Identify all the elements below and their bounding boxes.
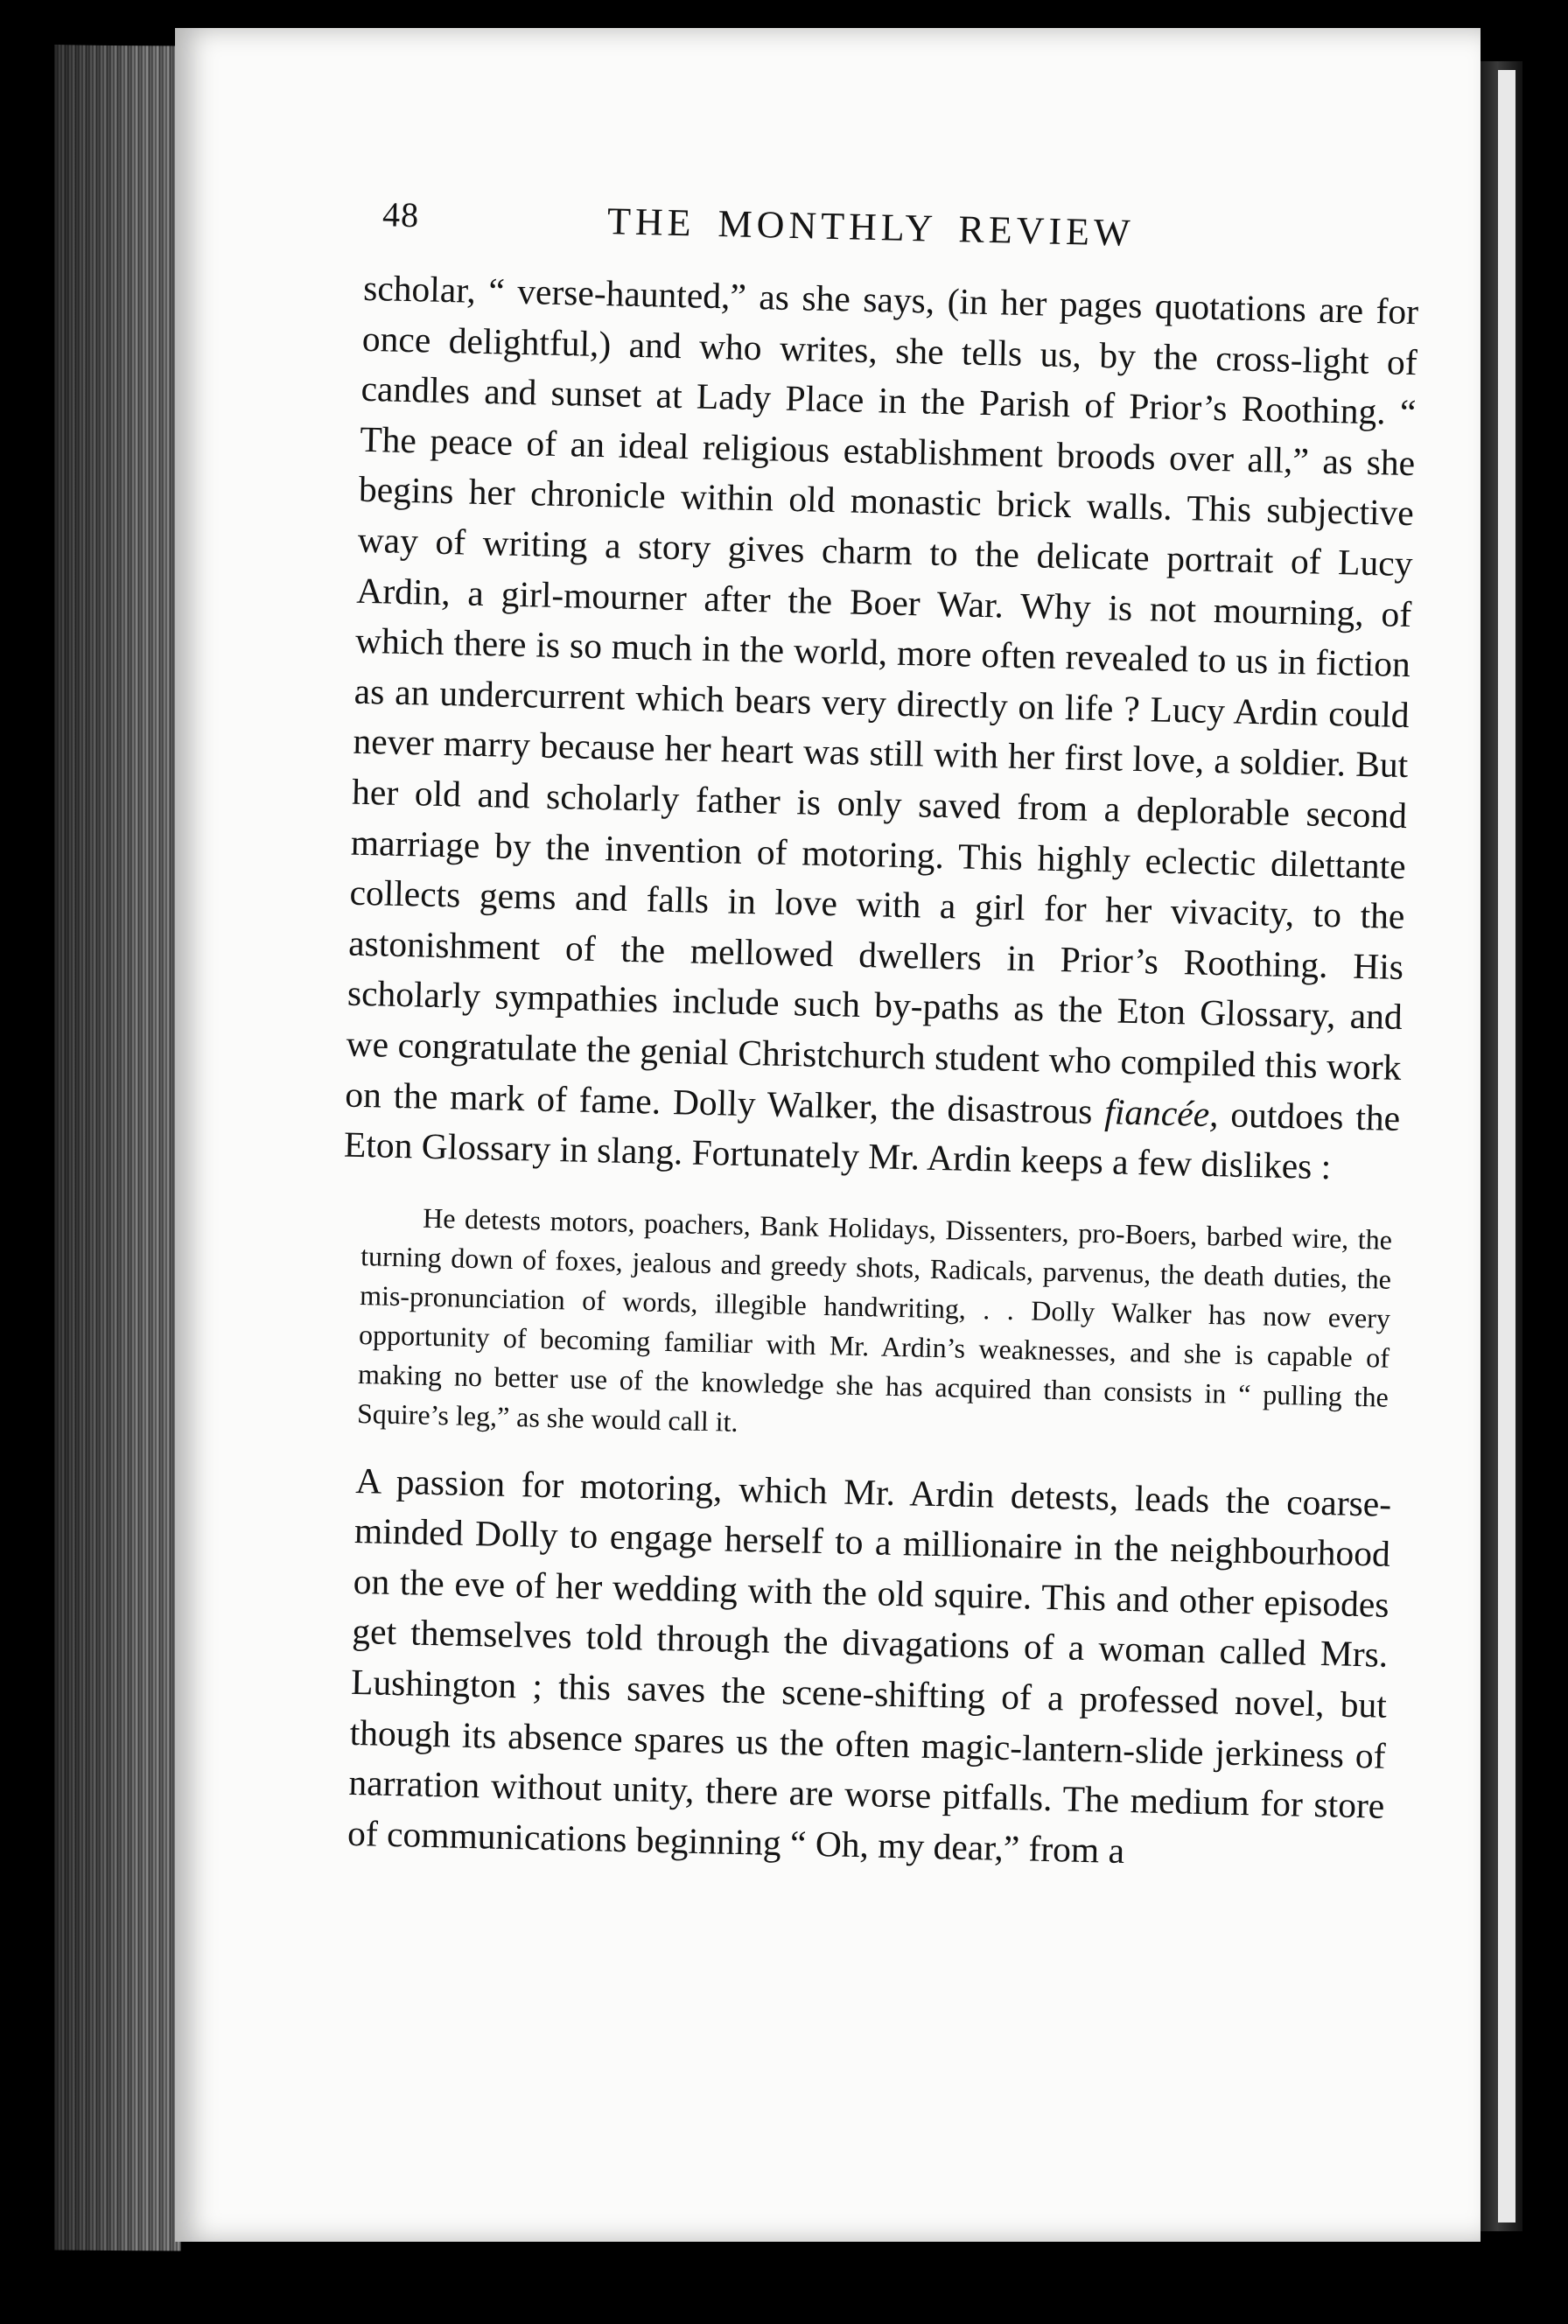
- paragraph-1-text-b: outdoes the Eton Glossary in slang. Fortunately Mr. Ardin keeps a few dislikes :: [343, 1093, 1401, 1187]
- paragraph-2: A passion for motoring, which Mr. Ardin detests, leads the coarse-minded Dolly to engage herself to a millionaire in the neighbourhood on the eve of her wedding with the old squire. This and other episodes get themselves told through the divagations of a woman called Mrs. Lushington ; this saves the scene-shifting of a professed novel, but though its absence spares us the often magic-lantern-slide jerkiness of narration without unity, there are worse pitfalls. The medium for store of communications beginning “ Oh, my dear,” from a: [346, 1460, 1392, 1871]
- fore-edge-shadow: [54, 46, 181, 2250]
- journal-title: THE MONTHLY REVIEW: [606, 200, 1136, 255]
- block-quote: He detests motors, poachers, Bank Holidays, Dissenters, pro-Boers, barbed wire, the turning down of foxes, jealous and greedy shots, Radicals, parvenus, the death duties, the mis-pronunciation of words, illegible handwriting, . . Dolly Walker has now every opportunity of becoming familiar with Mr. Ardin’s weaknesses, and she is capable of making no better use of the knowledge she has acquired than consists in “ pulling the Squire’s leg,” as she would call it.: [356, 1201, 1393, 1438]
- page-number: 48: [382, 194, 420, 235]
- page-content: [295, 184, 1426, 1882]
- paragraph-1-text-a: scholar, “ verse-haunted,” as she says, (in her pages quotations are for once delightful,) and who writes, she tells us, by the cross-light of candles and sunset at Lady Place in the Parish of Prior’s Roothing. “ The peace of an ideal religious establishment broods over all,” as she begins her chronicle within old monastic brick walls. This subjective way of writing a story gives charm to the delicate portrait of Lucy Ardin, a girl-mourner after the Boer War. Why is not mourning, of which there is so much in the world, more often revealed to us in fiction as an undercurrent which bears very directly on life ? Lucy Ardin could never marry because her heart was still with her first love, a soldier. But her old and scholarly father is only saved from a deplorable second marriage by the invention of motoring. This highly eclectic dilettante collects gems and falls in love with a girl for her vivacity, to the astonishment of the mellowed dwellers in Prior’s Roothing. His scholarly sympathies include such by-paths as the Eton Glossary, and we congratulate the genial Christchurch student who compiled this work on the mark of fame. Dolly Walker, the disastrous: [344, 267, 1419, 1131]
- paragraph-1: [310, 262, 1424, 1194]
- paragraph-1-italic: fiancée,: [1103, 1090, 1220, 1134]
- next-page-edge: [1498, 70, 1516, 2222]
